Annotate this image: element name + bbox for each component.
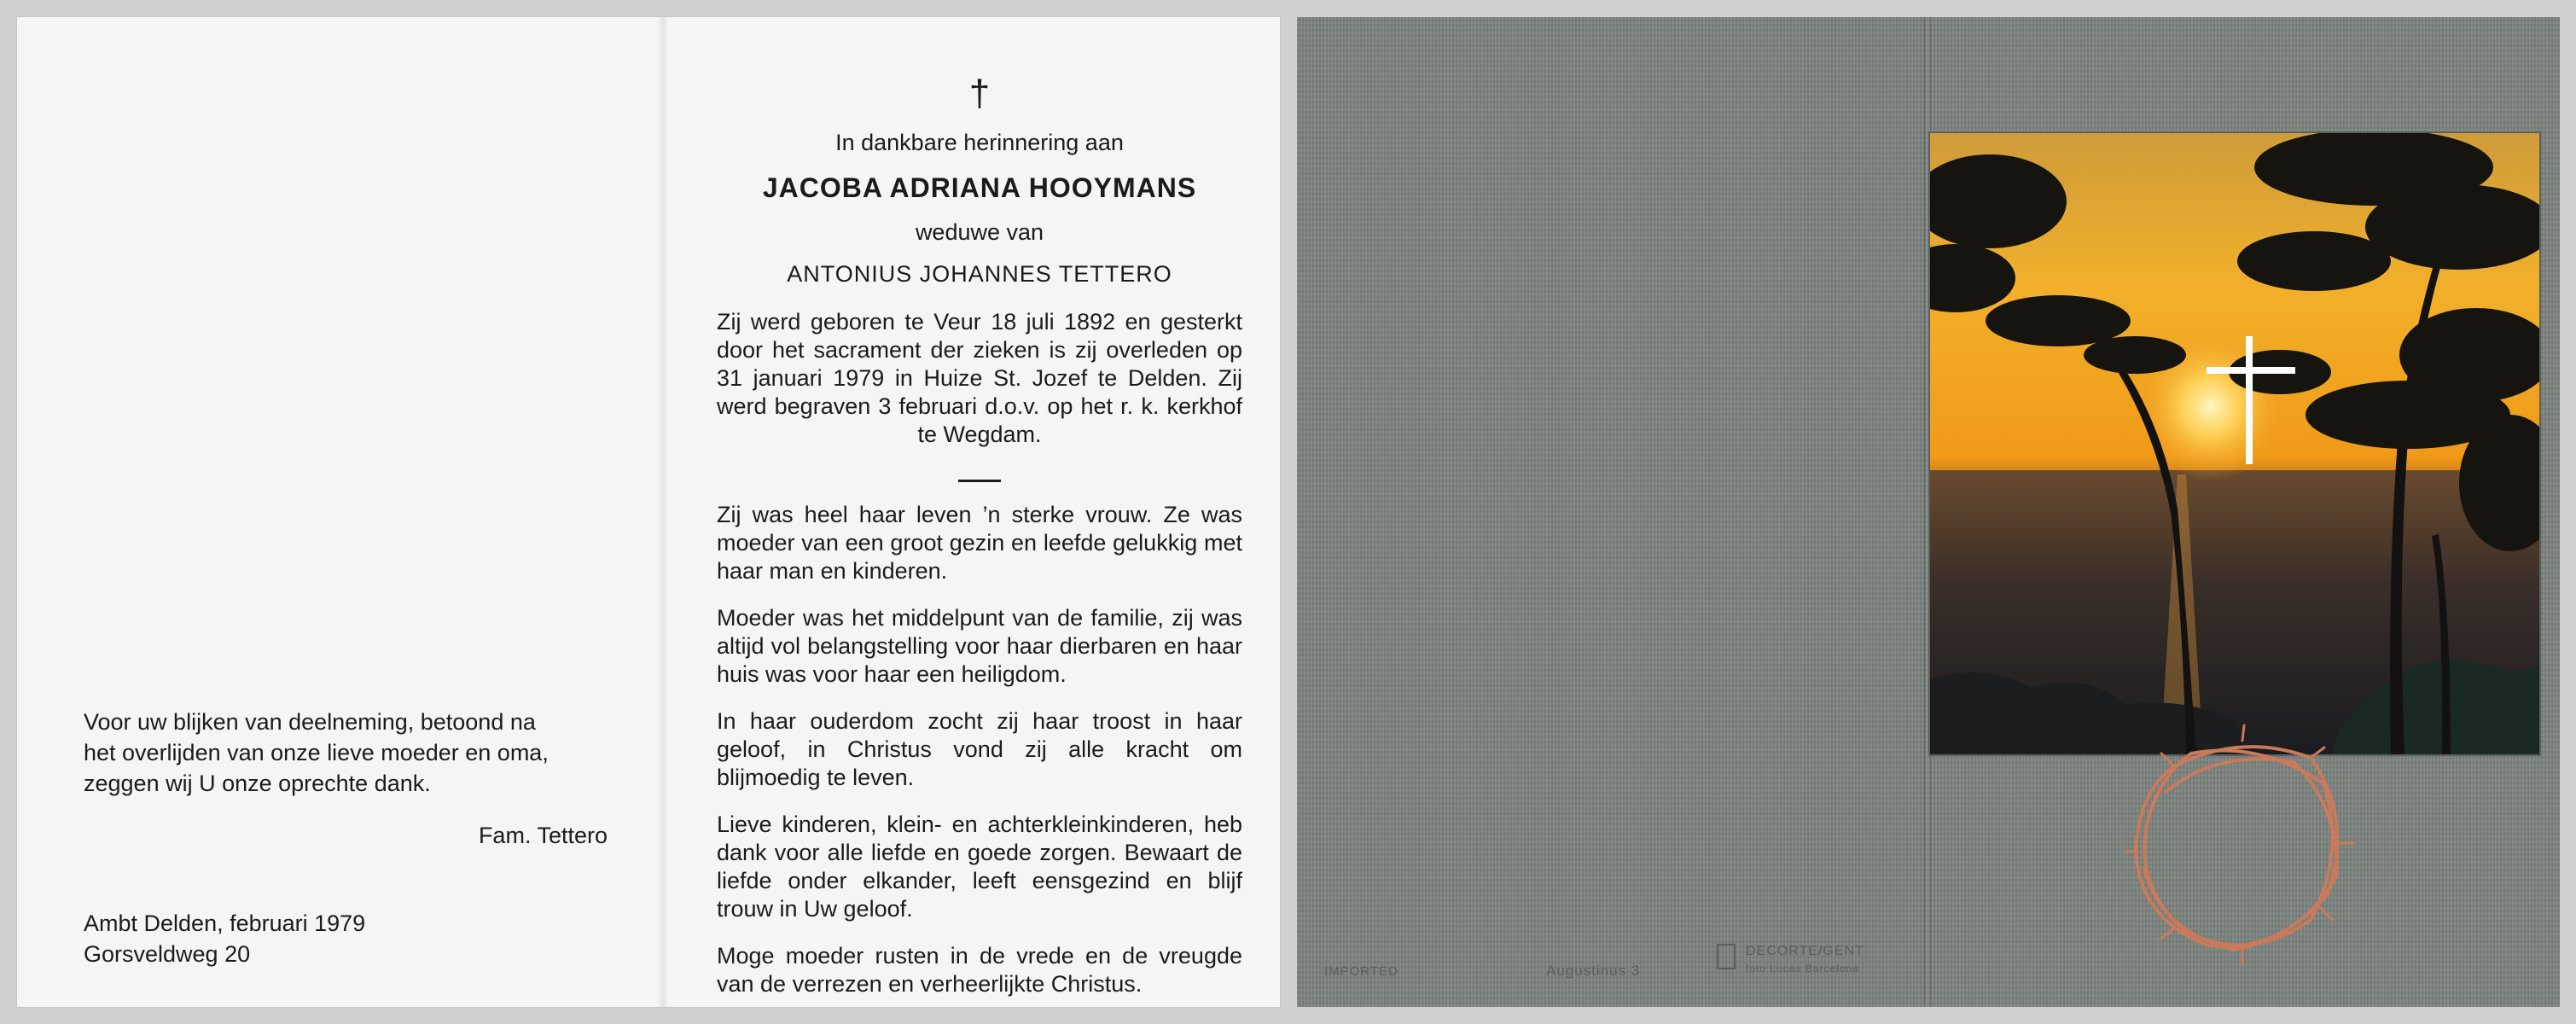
thanks-line: zeggen wij U onze oprechte dank. xyxy=(84,771,431,796)
series-label: Augustinus 3 xyxy=(1546,963,1641,979)
spouse-name: ANTONIUS JOHANNES TETTERO xyxy=(787,261,1172,287)
family-signature: Fam. Tettero xyxy=(478,823,608,848)
thanks-message xyxy=(84,707,613,799)
memorial-text xyxy=(717,68,1242,998)
paragraph: Moge moeder rusten in de vrede en de vreugde van de verrezen en verheerlijkte Christus. xyxy=(717,943,1242,997)
paragraph: Moeder was het middelpunt van de familie, zij was altijd vol belangstelling voor haar dierbaren en haar huis was voor haar een heiligdom. xyxy=(717,605,1242,687)
paragraph: Zij was heel haar leven ’n sterke vrouw. Ze was moeder van een groot gezin en leefde gelukkig met haar man en kinderen. xyxy=(717,502,1242,584)
widow-of-line: weduwe van xyxy=(915,219,1044,245)
publisher-name: DECORTE/GENT xyxy=(1746,944,1864,958)
paragraph: In haar ouderdom zocht zij haar troost in haar geloof, in Christus vond zij alle kracht om blijmoedig te leven. xyxy=(717,708,1242,790)
cross-icon: † xyxy=(968,73,991,114)
address: Gorsveldweg 20 xyxy=(84,941,251,967)
sunset-photo xyxy=(1930,133,2539,754)
paragraph: Lieve kinderen, klein- en achterkleinkinderen, heb dank voor alle liefde en goede zorgen. Bewaart de liefde onder elkander, leeft eensgezind en blijf trouw in Uw geloof. xyxy=(717,812,1242,922)
cover xyxy=(1297,17,2560,1007)
divider xyxy=(958,480,1001,482)
thanks-line: het overlijden van onze lieve moeder en oma, xyxy=(84,740,549,765)
photo-credit: foto Lucas Barcelona xyxy=(1746,963,1859,975)
deceased-name: JACOBA ADRIANA HOOYMANS xyxy=(762,172,1197,203)
inner-card xyxy=(17,17,1280,1007)
thanks-line: Voor uw blijken van deelneming, betoond na xyxy=(84,709,536,735)
crown-of-thorns-icon xyxy=(2123,715,2362,968)
place-date: Ambt Delden, februari 1979 xyxy=(84,911,366,936)
sunset-photo-image xyxy=(1930,133,2539,754)
publisher-logo-icon xyxy=(1717,944,1736,969)
intro-line: In dankbare herinnering aan xyxy=(835,130,1124,155)
place-and-address xyxy=(84,908,365,969)
biography: Zij werd geboren te Veur 18 juli 1892 en gesterkt door het sacrament der zieken is zij overleden op 31 januari 1979 in Huize St. Jozef te Delden. Zij werd begraven 3 februari d.o.v. op het r. k. kerkhof te Wegdam. xyxy=(717,309,1242,447)
card-fold xyxy=(659,17,667,1007)
imported-label: IMPORTED xyxy=(1324,964,1398,979)
